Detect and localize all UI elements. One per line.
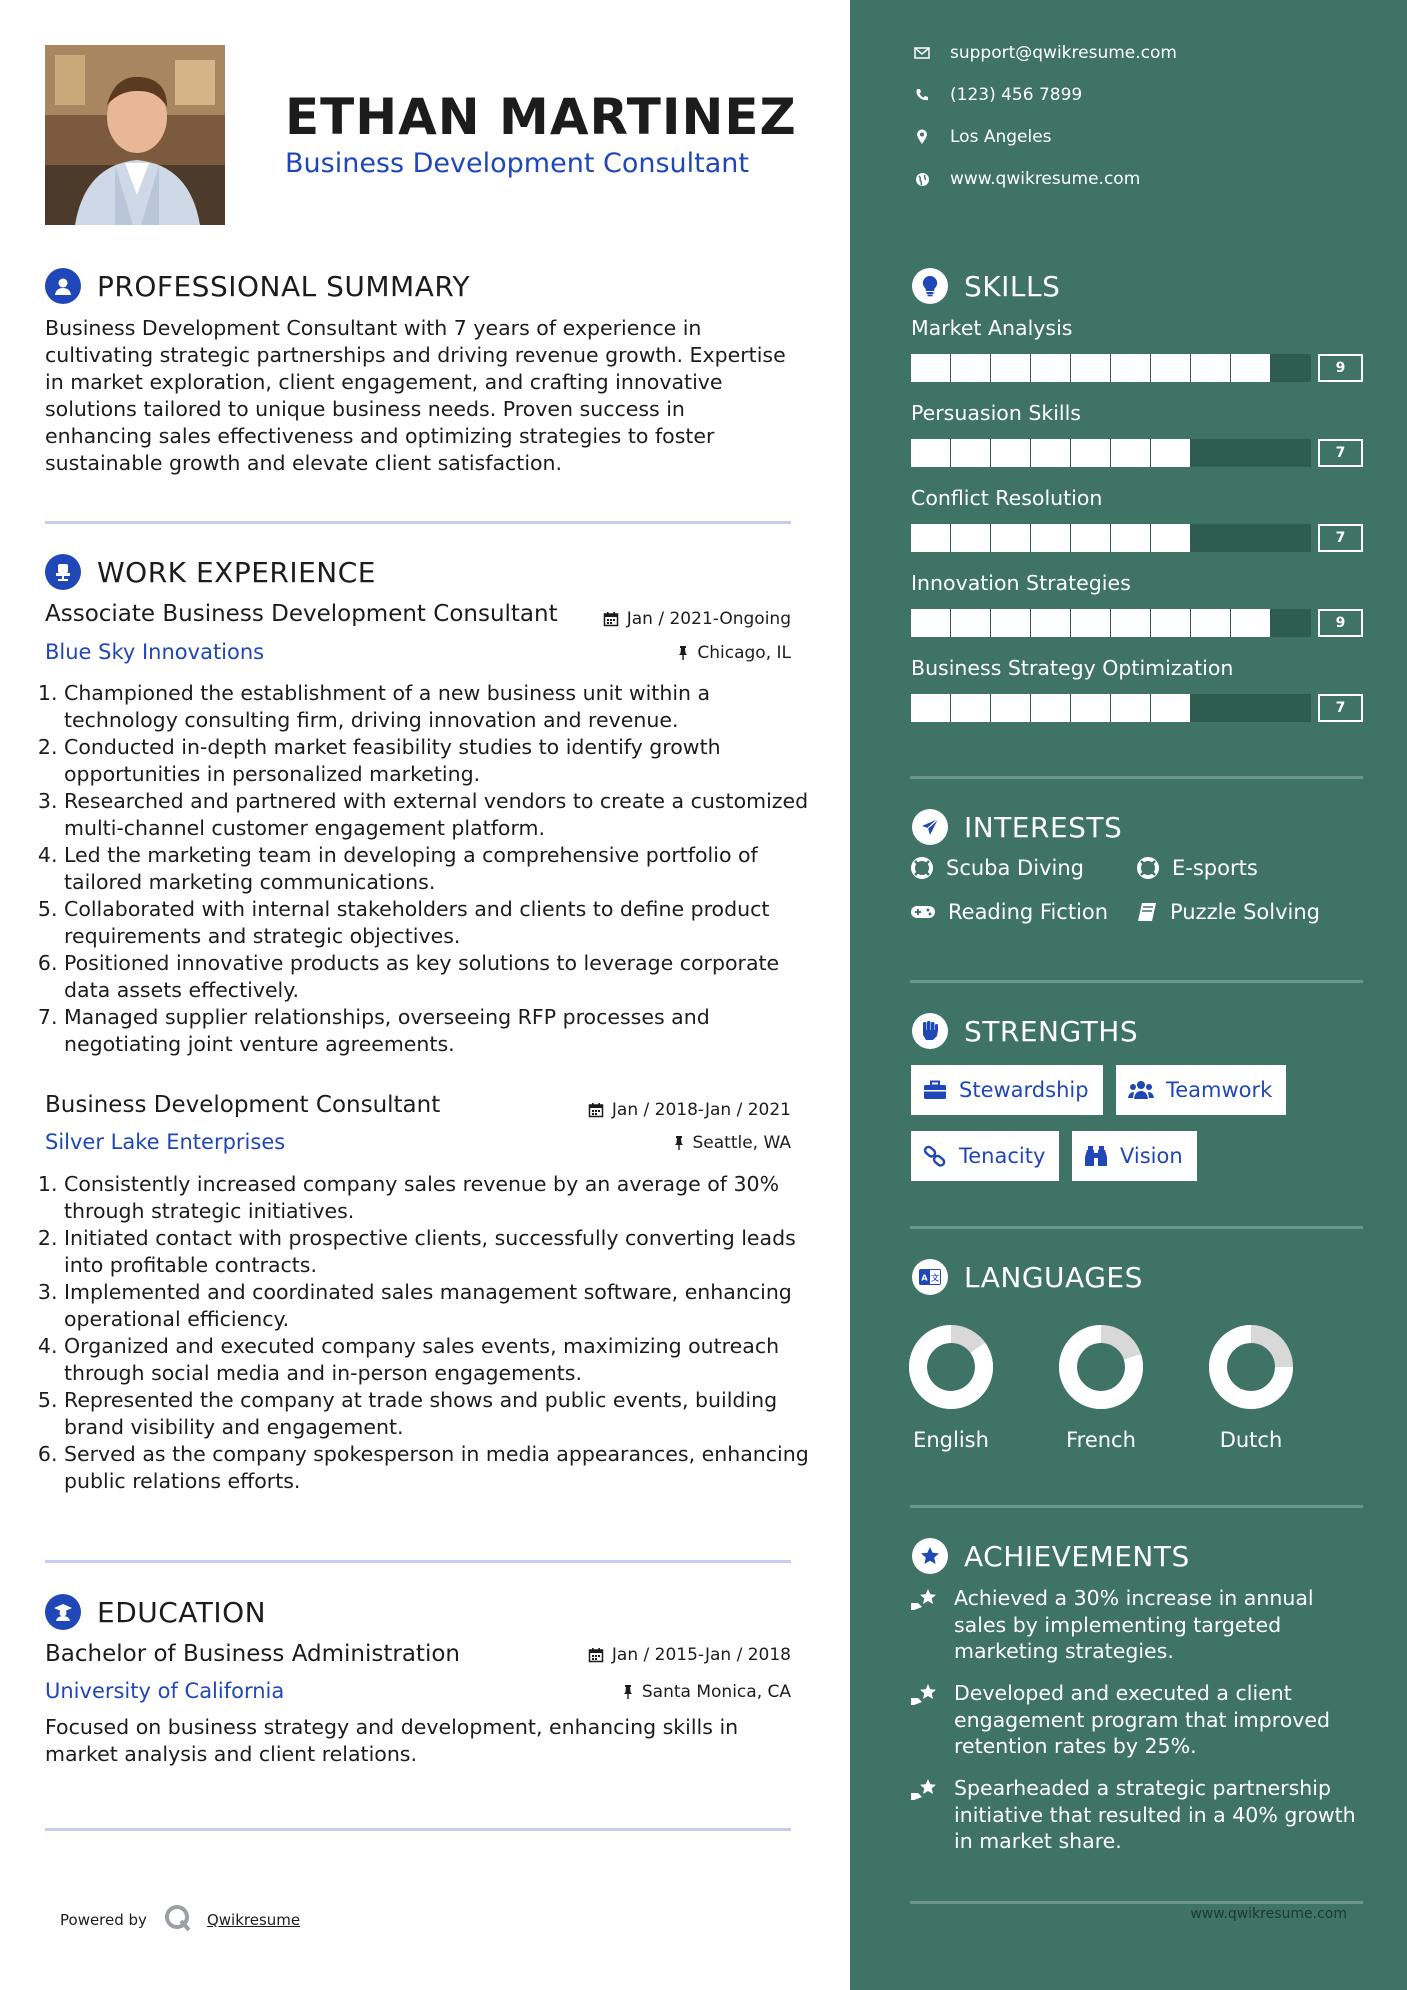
qwikresume-link[interactable]: Qwikresume [206, 1911, 301, 1929]
phone-icon [912, 88, 932, 102]
summary-heading [45, 268, 470, 304]
contact-location [912, 127, 1052, 147]
strength-badge [911, 1131, 1059, 1181]
skill-segment [951, 354, 990, 382]
experience-title: WORK EXPERIENCE [97, 555, 376, 589]
education-location [622, 1682, 791, 1702]
skill-bar [911, 524, 1311, 552]
candidate-title: Business Development Consultant [285, 148, 749, 179]
job-title: Associate Business Development Consultant [45, 601, 558, 627]
interest-label: Reading Fiction [948, 900, 1109, 924]
language-ring [1206, 1322, 1296, 1412]
user-icon [45, 268, 81, 304]
skill-name: Innovation Strategies [911, 571, 1131, 595]
job-location-text: Chicago, IL [697, 643, 791, 663]
section-divider [45, 1560, 791, 1563]
skill-segment [911, 694, 950, 722]
skill-segment [951, 609, 990, 637]
list-item: 4. Organized and executed company sales events, maximizing outreach through social media and in-person engagements. [64, 1333, 824, 1387]
pushpin-icon [622, 1684, 634, 1700]
footer-website[interactable]: www.qwikresume.com [1190, 1906, 1347, 1922]
skill-level: 9 [1318, 609, 1363, 637]
skill-segment [1151, 439, 1190, 467]
skill-level: 9 [1318, 354, 1363, 382]
section-divider [910, 1505, 1363, 1508]
skill-bar [911, 609, 1311, 637]
skill-segment [1151, 354, 1190, 382]
phone-text[interactable]: (123) 456 7899 [950, 85, 1083, 105]
star-hand-icon [910, 1585, 944, 1665]
life-ring-icon [1136, 856, 1160, 880]
skill-bar [911, 694, 1311, 722]
strength-label: Stewardship [959, 1078, 1089, 1102]
envelope-icon [912, 47, 932, 59]
map-marker-icon [912, 129, 932, 145]
skills-title: SKILLS [964, 269, 1061, 303]
language-ring [1056, 1322, 1146, 1412]
svg-text:A: A [921, 1273, 928, 1283]
job-bullets [40, 1171, 824, 1495]
education-title: EDUCATION [97, 1595, 267, 1629]
experience-heading [45, 554, 376, 590]
location-text: Los Angeles [950, 127, 1052, 147]
skill-segment [1031, 524, 1070, 552]
section-divider [45, 1828, 791, 1831]
section-divider [910, 980, 1363, 983]
calendar-icon [588, 1102, 604, 1118]
skills-heading [912, 268, 1060, 304]
calendar-icon [588, 1647, 604, 1663]
globe-icon [912, 172, 932, 187]
skill-segment [911, 524, 950, 552]
education-date [588, 1645, 791, 1665]
interest-item [1136, 856, 1258, 880]
binoculars-icon [1084, 1145, 1108, 1167]
job-company: Blue Sky Innovations [45, 640, 265, 664]
chair-icon [45, 554, 81, 590]
interest-item [910, 900, 1108, 924]
skill-segment [1191, 354, 1230, 382]
list-item: 1. Consistently increased company sales revenue by an average of 30% through strategic initiatives. [64, 1171, 824, 1225]
skill-segment [911, 609, 950, 637]
strength-badge [1072, 1131, 1197, 1181]
graduate-icon [45, 1594, 81, 1630]
summary-text: Business Development Consultant with 7 years of experience in cultivating strategic partnerships and driving revenue growth. Expertise in market exploration, client engagement, and crafting innovative solutions tailored to unique business needs. Proven success in enhancing sales effectiveness and optimizing strategies to foster sustainable growth and elevate client satisfaction. [45, 316, 786, 475]
achievements-title: ACHIEVEMENTS [964, 1539, 1190, 1573]
language-item [886, 1322, 1016, 1452]
list-item: 2. Conducted in-depth market feasibility studies to identify growth opportunities in personalized marketing. [64, 734, 824, 788]
contact-website [912, 169, 1140, 189]
star-hand-icon [910, 1775, 944, 1855]
job-date-text: Jan / 2018-Jan / 2021 [611, 1100, 791, 1120]
achievement-item [910, 1585, 1370, 1665]
interests-heading [912, 809, 1122, 845]
job-bullets [40, 680, 824, 1058]
calendar-icon [603, 611, 619, 627]
languages-heading [912, 1259, 1143, 1295]
gamepad-icon [910, 903, 936, 921]
section-divider [45, 521, 791, 524]
interests-title: INTERESTS [964, 810, 1123, 844]
skill-segment [1151, 694, 1190, 722]
list-item: 3. Implemented and coordinated sales management software, enhancing operational efficiency. [64, 1279, 824, 1333]
achievement-text: Spearheaded a strategic partnership initiative that resulted in a 40% growth in market share. [954, 1776, 1356, 1853]
pushpin-icon [677, 645, 689, 661]
interest-label: Puzzle Solving [1170, 900, 1320, 924]
job-company: Silver Lake Enterprises [45, 1130, 286, 1154]
skill-segment [1071, 439, 1110, 467]
skill-segment [1071, 609, 1110, 637]
interest-label: E-sports [1172, 856, 1258, 880]
life-ring-icon [910, 856, 934, 880]
language-icon [912, 1259, 948, 1295]
strength-label: Teamwork [1166, 1078, 1273, 1102]
language-label: French [1066, 1428, 1136, 1452]
skill-segment [991, 524, 1030, 552]
list-item: 3. Researched and partnered with external vendors to create a customized multi-channel customer engagement platform. [64, 788, 824, 842]
job-location [673, 1133, 792, 1153]
contact-phone [912, 85, 1082, 105]
skill-segment [1031, 609, 1070, 637]
paper-plane-icon [912, 809, 948, 845]
achievement-text: Developed and executed a client engagement program that improved retention rates by 25%. [954, 1681, 1331, 1758]
link-icon [923, 1145, 947, 1167]
skill-segment [951, 694, 990, 722]
contact-email [912, 43, 1177, 63]
list-item: 5. Collaborated with internal stakeholders and clients to define product requirements and strategic objectives. [64, 896, 824, 950]
language-label: Dutch [1219, 1428, 1283, 1452]
qwikresume-logo-icon [163, 1903, 193, 1937]
skill-segment [991, 609, 1030, 637]
skill-segment [1151, 524, 1190, 552]
interest-label: Scuba Diving [946, 856, 1084, 880]
skill-level: 7 [1318, 524, 1363, 552]
skill-segment [1111, 524, 1150, 552]
section-divider [910, 776, 1363, 779]
language-item [1186, 1322, 1316, 1452]
language-ring [906, 1322, 996, 1412]
skill-segment [1071, 694, 1110, 722]
job-date [603, 609, 791, 629]
skill-segment [1151, 609, 1190, 637]
strength-badge [911, 1065, 1103, 1115]
list-item: 4. Led the marketing team in developing a comprehensive portfolio of tailored marketing communications. [64, 842, 824, 896]
list-item: 6. Served as the company spokesperson in media appearances, enhancing public relations efforts. [64, 1441, 824, 1495]
job-date-text: Jan / 2021-Ongoing [626, 609, 791, 629]
skill-segment [1071, 524, 1110, 552]
job-date [588, 1100, 791, 1120]
skill-level: 7 [1318, 694, 1363, 722]
sidebar [850, 0, 1407, 1990]
star-badge-icon [912, 1538, 948, 1574]
fist-icon [912, 1013, 948, 1049]
skill-segment [911, 439, 950, 467]
skill-segment [1071, 354, 1110, 382]
achievement-item [910, 1680, 1370, 1760]
achievements-heading [912, 1538, 1190, 1574]
job-location-text: Seattle, WA [692, 1133, 791, 1153]
skill-segment [1031, 439, 1070, 467]
degree-title: Bachelor of Business Administration [45, 1641, 460, 1667]
skill-segment [1111, 609, 1150, 637]
job-location [677, 643, 791, 663]
svg-text:文: 文 [931, 1273, 939, 1283]
strength-badge [1116, 1065, 1286, 1115]
skill-segment [1111, 694, 1150, 722]
skill-segment [1191, 609, 1230, 637]
job-title: Business Development Consultant [45, 1092, 441, 1118]
strengths-heading [912, 1013, 1138, 1049]
section-divider [910, 1901, 1363, 1904]
skill-segment [991, 439, 1030, 467]
skill-segment [991, 354, 1030, 382]
achievement-text: Achieved a 30% increase in annual sales by implementing targeted marketing strategies. [954, 1586, 1314, 1663]
lightbulb-icon [912, 268, 948, 304]
skill-segment [951, 524, 990, 552]
strength-label: Tenacity [959, 1144, 1046, 1168]
skill-segment [911, 354, 950, 382]
skill-segment [991, 694, 1030, 722]
skill-bar [911, 354, 1311, 382]
skill-segment [1231, 609, 1270, 637]
education-description: Focused on business strategy and development, enhancing skills in market analysis and client relations. [45, 1715, 739, 1766]
powered-by [60, 1903, 300, 1937]
powered-by-label: Powered by [60, 1911, 147, 1929]
skill-segment [1031, 694, 1070, 722]
skill-level: 7 [1318, 439, 1363, 467]
skill-segment [1231, 354, 1270, 382]
languages-title: LANGUAGES [964, 1260, 1143, 1294]
skill-name: Business Strategy Optimization [911, 656, 1234, 680]
book-icon [1136, 901, 1158, 923]
school-name: University of California [45, 1679, 285, 1703]
skill-name: Market Analysis [911, 316, 1073, 340]
list-item: 7. Managed supplier relationships, overseeing RFP processes and negotiating joint venture agreements. [64, 1004, 824, 1058]
skill-name: Conflict Resolution [911, 486, 1103, 510]
strength-label: Vision [1120, 1144, 1183, 1168]
language-label: English [913, 1428, 989, 1452]
skill-segment [951, 439, 990, 467]
list-item: 5. Represented the company at trade shows and public events, building brand visibility and engagement. [64, 1387, 824, 1441]
users-icon [1128, 1080, 1154, 1100]
language-item [1036, 1322, 1166, 1452]
section-divider [910, 1226, 1363, 1229]
star-hand-icon [910, 1680, 944, 1760]
skill-bar [911, 439, 1311, 467]
briefcase-icon [923, 1080, 947, 1100]
skill-segment [1111, 439, 1150, 467]
profile-photo [45, 45, 225, 225]
skill-name: Persuasion Skills [911, 401, 1081, 425]
summary-title: PROFESSIONAL SUMMARY [97, 269, 471, 303]
list-item: 2. Initiated contact with prospective clients, successfully converting leads into profitable contracts. [64, 1225, 824, 1279]
strengths-title: STRENGTHS [964, 1014, 1139, 1048]
list-item: 6. Positioned innovative products as key solutions to leverage corporate data assets effectively. [64, 950, 824, 1004]
achievement-item [910, 1775, 1370, 1855]
candidate-name: ETHAN MARTINEZ [285, 88, 797, 146]
skill-segment [1031, 354, 1070, 382]
education-heading [45, 1594, 266, 1630]
education-date-text: Jan / 2015-Jan / 2018 [611, 1645, 791, 1665]
education-location-text: Santa Monica, CA [641, 1682, 791, 1702]
email-text[interactable]: support@qwikresume.com [950, 43, 1177, 63]
interest-item [1136, 900, 1320, 924]
skill-segment [1111, 354, 1150, 382]
list-item: 1. Championed the establishment of a new business unit within a technology consulting firm, driving innovation and revenue. [64, 680, 824, 734]
interest-item [910, 856, 1084, 880]
pushpin-icon [673, 1135, 685, 1151]
website-text[interactable]: www.qwikresume.com [950, 169, 1141, 189]
